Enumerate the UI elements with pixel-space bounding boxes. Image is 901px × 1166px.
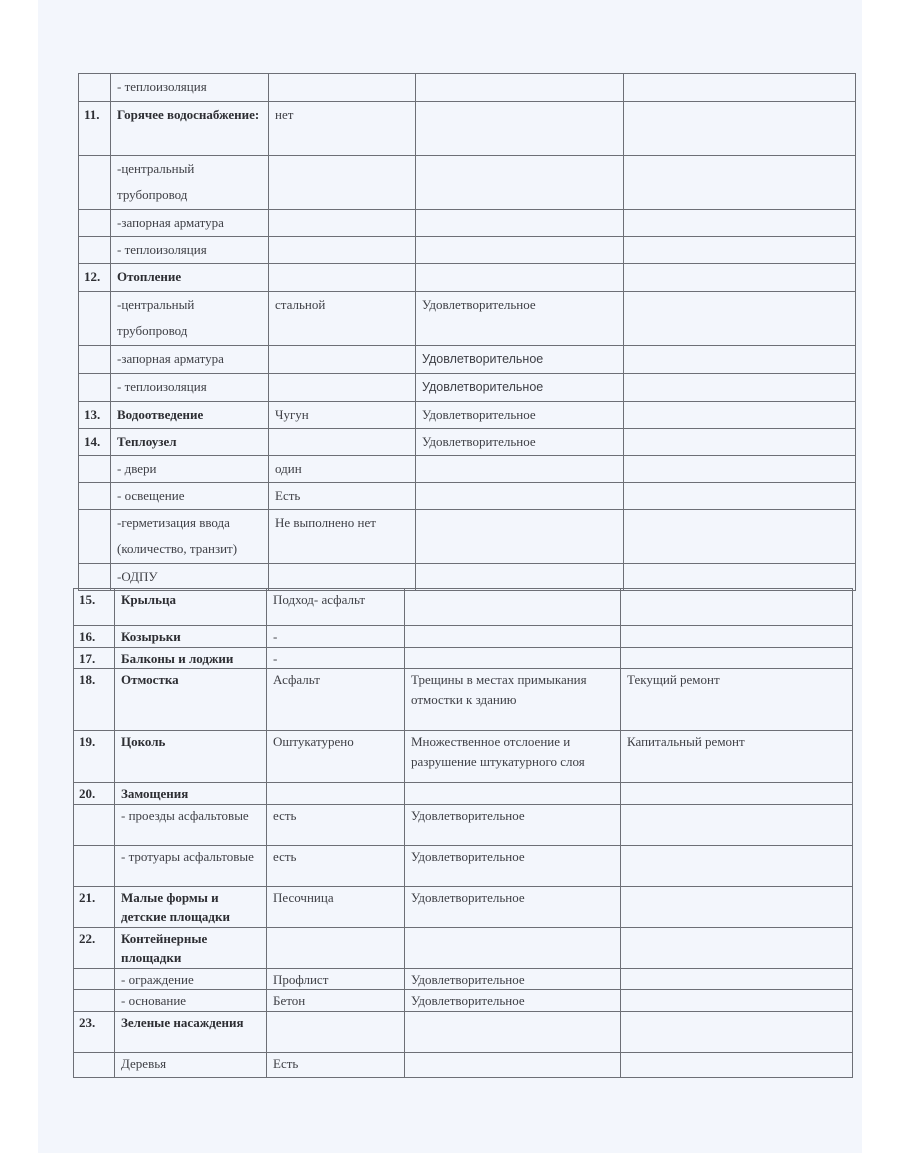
row-note <box>621 968 853 990</box>
row-condition <box>416 102 624 156</box>
row-number: 21. <box>74 886 115 927</box>
row-note <box>624 510 856 564</box>
row-item-name: - теплоизоляция <box>111 374 269 402</box>
row-material: стальной <box>269 292 416 346</box>
row-item-name: - теплоизоляция <box>111 237 269 264</box>
row-condition: Удовлетворительное <box>416 346 624 374</box>
row-material: Песочница <box>267 886 405 927</box>
table-row <box>74 669 853 731</box>
row-number: 20. <box>74 783 115 805</box>
row-item-name: - двери <box>111 456 269 483</box>
row-condition <box>405 589 621 626</box>
row-condition <box>416 564 624 591</box>
table-row <box>79 346 856 374</box>
row-condition <box>416 74 624 102</box>
table-row <box>74 589 853 626</box>
row-note <box>621 783 853 805</box>
row-item-name: - проезды асфальтовые <box>115 804 267 845</box>
row-number: 11. <box>79 102 111 156</box>
table-row <box>74 1011 853 1052</box>
row-note <box>621 1011 853 1052</box>
table-row <box>79 374 856 402</box>
row-condition: Удовлетворительное <box>416 429 624 456</box>
row-condition <box>405 626 621 648</box>
row-condition: Удовлетворительное <box>405 886 621 927</box>
row-note <box>624 564 856 591</box>
row-number: 18. <box>74 669 115 731</box>
row-note <box>624 237 856 264</box>
row-number <box>79 564 111 591</box>
table-row <box>79 510 856 564</box>
table-row <box>74 845 853 886</box>
row-item-name: Водоотведение <box>111 402 269 429</box>
row-number: 22. <box>74 927 115 968</box>
row-condition: Удовлетворительное <box>416 374 624 402</box>
row-item-name: Козырьки <box>115 626 267 648</box>
row-number <box>79 74 111 102</box>
row-note <box>624 292 856 346</box>
row-note <box>624 102 856 156</box>
table-row <box>74 731 853 783</box>
row-note <box>621 589 853 626</box>
row-note <box>621 804 853 845</box>
table-row <box>79 156 856 210</box>
row-note <box>624 429 856 456</box>
row-material: Чугун <box>269 402 416 429</box>
table-row <box>79 292 856 346</box>
row-note <box>621 647 853 669</box>
row-number <box>79 237 111 264</box>
row-note <box>621 886 853 927</box>
table-row <box>74 886 853 927</box>
row-item-name: -центральный трубопровод <box>111 292 269 346</box>
table-row <box>79 456 856 483</box>
row-material: Подход- асфальт <box>267 589 405 626</box>
row-note <box>621 845 853 886</box>
row-material <box>269 429 416 456</box>
row-item-name: -ОДПУ <box>111 564 269 591</box>
row-note <box>624 74 856 102</box>
row-item-name: Цоколь <box>115 731 267 783</box>
row-item-name: Отмостка <box>115 669 267 731</box>
row-item-name: Малые формы и детские площадки <box>115 886 267 927</box>
table-row <box>74 647 853 669</box>
row-note <box>624 156 856 210</box>
row-material <box>267 1011 405 1052</box>
row-condition: Удовлетворительное <box>416 292 624 346</box>
table-row <box>74 626 853 648</box>
table-row <box>79 237 856 264</box>
row-material <box>269 237 416 264</box>
row-note: Текущий ремонт <box>621 669 853 731</box>
row-condition <box>416 456 624 483</box>
row-number <box>79 210 111 237</box>
row-material <box>269 156 416 210</box>
row-number <box>74 968 115 990</box>
row-item-name: Крыльца <box>115 589 267 626</box>
row-item-name: -герметизация ввода (количество, транзит) <box>111 510 269 564</box>
row-item-name: -центральный трубопровод <box>111 156 269 210</box>
row-condition: Удовлетворительное <box>416 402 624 429</box>
row-note <box>621 927 853 968</box>
row-note <box>624 456 856 483</box>
row-material: Не выполнено нет <box>269 510 416 564</box>
row-material <box>269 74 416 102</box>
row-note <box>624 402 856 429</box>
row-condition: Удовлетворительное <box>405 845 621 886</box>
table-row <box>79 564 856 591</box>
row-condition <box>405 783 621 805</box>
row-material: Есть <box>267 1052 405 1077</box>
row-note <box>624 374 856 402</box>
row-material <box>269 210 416 237</box>
row-material: Оштукатурено <box>267 731 405 783</box>
row-number: 17. <box>74 647 115 669</box>
row-number <box>74 1052 115 1077</box>
row-item-name: Балконы и лоджии <box>115 647 267 669</box>
table-row <box>74 968 853 990</box>
row-material: Бетон <box>267 990 405 1012</box>
table-row <box>79 210 856 237</box>
row-condition <box>416 483 624 510</box>
row-note <box>624 346 856 374</box>
row-condition <box>416 210 624 237</box>
row-item-name: Теплоузел <box>111 429 269 456</box>
row-condition <box>405 1052 621 1077</box>
row-item-name: - тротуары асфальтовые <box>115 845 267 886</box>
row-material: - <box>267 626 405 648</box>
row-number: 16. <box>74 626 115 648</box>
table-row <box>79 483 856 510</box>
table-row <box>74 804 853 845</box>
row-condition: Множественное отслоение и разрушение штукатурного слоя <box>405 731 621 783</box>
row-item-name: - основание <box>115 990 267 1012</box>
row-number <box>79 456 111 483</box>
row-item-name: Зеленые насаждения <box>115 1011 267 1052</box>
row-number: 23. <box>74 1011 115 1052</box>
row-note <box>621 1052 853 1077</box>
row-item-name: -запорная арматура <box>111 346 269 374</box>
row-number: 13. <box>79 402 111 429</box>
row-note <box>624 210 856 237</box>
row-item-name: - теплоизоляция <box>111 74 269 102</box>
row-item-name: Контейнерные площадки <box>115 927 267 968</box>
row-material <box>269 346 416 374</box>
row-condition <box>405 647 621 669</box>
table-row <box>74 1052 853 1077</box>
row-material: Профлист <box>267 968 405 990</box>
row-material: есть <box>267 804 405 845</box>
row-note: Капитальный ремонт <box>621 731 853 783</box>
row-number: 15. <box>74 589 115 626</box>
row-number <box>79 374 111 402</box>
table-row <box>79 102 856 156</box>
table-row <box>79 402 856 429</box>
row-number <box>74 845 115 886</box>
row-note <box>621 626 853 648</box>
row-note <box>624 264 856 292</box>
row-material: - <box>267 647 405 669</box>
table-row <box>74 990 853 1012</box>
row-condition: Трещины в местах примыкания отмостки к зданию <box>405 669 621 731</box>
row-item-name: Горячее водоснабжение: <box>111 102 269 156</box>
row-condition: Удовлетворительное <box>405 804 621 845</box>
row-condition <box>416 237 624 264</box>
inspection-table-top <box>78 73 856 591</box>
row-number <box>79 292 111 346</box>
row-condition: Удовлетворительное <box>405 968 621 990</box>
row-material <box>269 564 416 591</box>
row-number <box>79 346 111 374</box>
table-row <box>79 264 856 292</box>
row-item-name: - ограждение <box>115 968 267 990</box>
row-number <box>74 990 115 1012</box>
row-condition: Удовлетворительное <box>405 990 621 1012</box>
row-material <box>267 783 405 805</box>
row-note <box>624 483 856 510</box>
table-row <box>74 783 853 805</box>
row-material: Асфальт <box>267 669 405 731</box>
table-row <box>74 927 853 968</box>
table-row <box>79 429 856 456</box>
row-item-name: Отопление <box>111 264 269 292</box>
row-number: 12. <box>79 264 111 292</box>
row-number <box>74 804 115 845</box>
table-row <box>79 74 856 102</box>
row-material: Есть <box>269 483 416 510</box>
row-number: 14. <box>79 429 111 456</box>
row-item-name: -запорная арматура <box>111 210 269 237</box>
row-note <box>621 990 853 1012</box>
row-condition <box>416 264 624 292</box>
row-material: нет <box>269 102 416 156</box>
row-item-name: Замощения <box>115 783 267 805</box>
row-material <box>267 927 405 968</box>
row-condition <box>405 927 621 968</box>
row-condition <box>416 510 624 564</box>
row-number <box>79 483 111 510</box>
row-item-name: - освещение <box>111 483 269 510</box>
row-condition <box>405 1011 621 1052</box>
row-material <box>269 374 416 402</box>
row-material <box>269 264 416 292</box>
row-material: один <box>269 456 416 483</box>
row-condition <box>416 156 624 210</box>
row-number: 19. <box>74 731 115 783</box>
row-material: есть <box>267 845 405 886</box>
row-number <box>79 510 111 564</box>
row-item-name: Деревья <box>115 1052 267 1077</box>
inspection-table-bottom <box>73 588 853 1078</box>
row-number <box>79 156 111 210</box>
